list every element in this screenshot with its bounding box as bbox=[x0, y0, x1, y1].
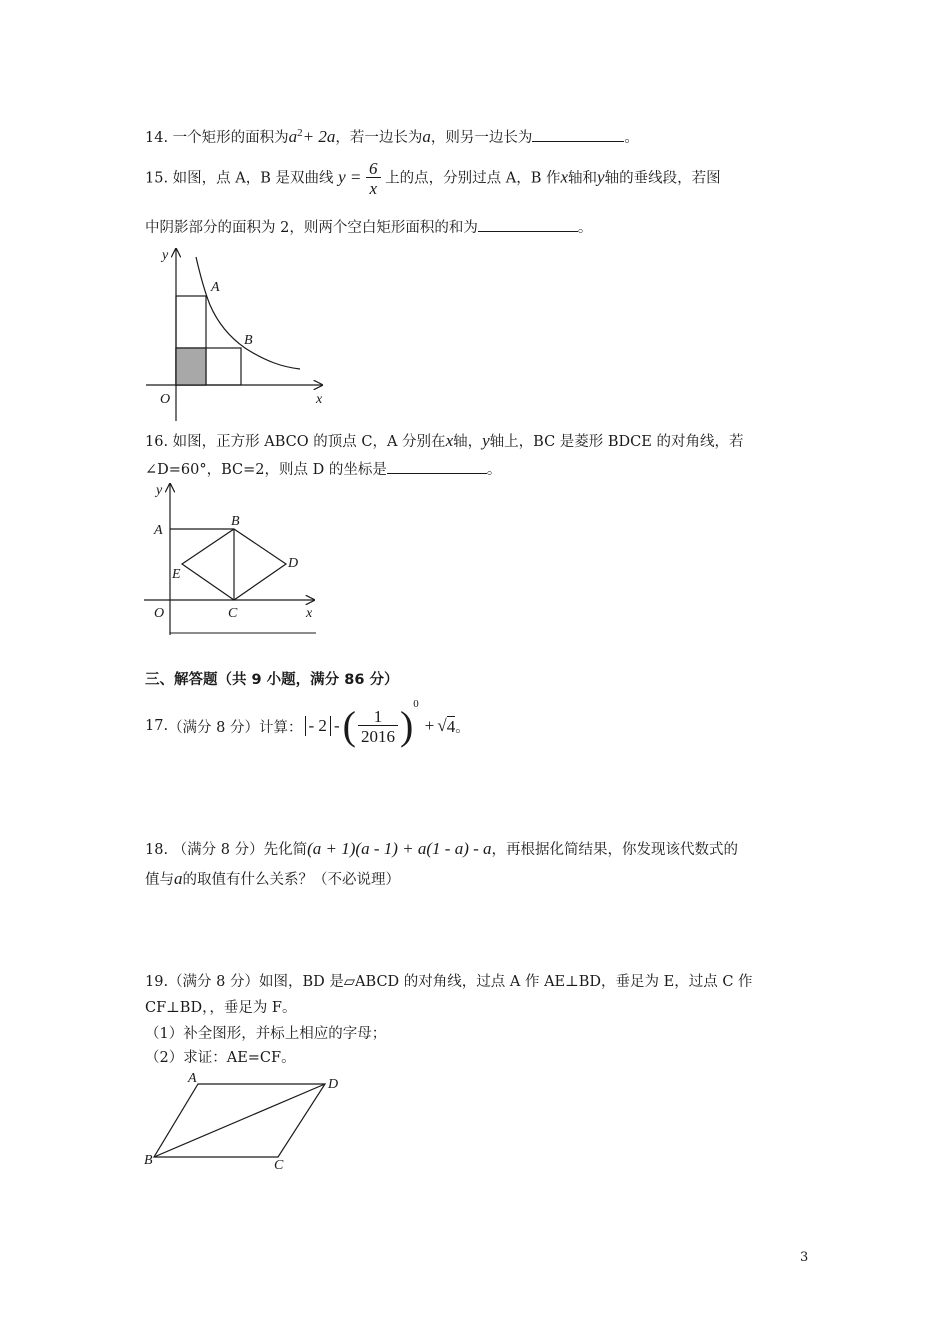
question-14 bbox=[145, 126, 639, 147]
q16-number: 16. bbox=[145, 434, 169, 450]
q15-y-var: y bbox=[597, 167, 605, 187]
question-19-line1 bbox=[145, 970, 753, 991]
q15-eq-fraction bbox=[366, 160, 381, 197]
q17-frac-den: 2016 bbox=[358, 725, 398, 745]
q17-exponent: 0 bbox=[413, 698, 419, 710]
q19-label-d: D bbox=[328, 1077, 339, 1092]
q15-text1: 如图，点 A，B 是双曲线 bbox=[172, 170, 334, 187]
q19-number: 19. bbox=[145, 974, 169, 990]
q17-minus: - bbox=[333, 716, 340, 735]
question-16-line2 bbox=[145, 458, 501, 479]
q14-math-area-sup: 2 bbox=[297, 127, 303, 140]
q16-x-var: x bbox=[445, 431, 454, 450]
q15-label-o: O bbox=[160, 392, 171, 407]
question-18-line1 bbox=[145, 838, 738, 859]
q16-label-c: C bbox=[228, 606, 238, 621]
q19-sub1: （1）补全图形，并标上相应的字母； bbox=[145, 1026, 387, 1042]
q16-text3: 轴上，BC 是菱形 BDCE 的对角线，若 bbox=[489, 434, 744, 450]
question-18-line2 bbox=[145, 868, 400, 889]
page-number: 3 bbox=[800, 1250, 809, 1265]
q15-end: 。 bbox=[577, 220, 593, 236]
q14-text-before: 一个矩形的面积为 bbox=[172, 130, 289, 146]
q14-answer-blank[interactable] bbox=[532, 127, 624, 142]
q19-sub2: （2）求证：AE=CF。 bbox=[145, 1050, 296, 1066]
q16-label-x: x bbox=[306, 606, 313, 621]
q16-label-e: E bbox=[172, 567, 181, 582]
q18-number: 18. bbox=[145, 842, 169, 858]
section-3-heading: 三、解答题（共 9 小题，满分 86 分） bbox=[145, 672, 399, 688]
q17-plus: + bbox=[424, 716, 435, 735]
q16-figure bbox=[140, 480, 340, 640]
q15-eq-num: 6 bbox=[369, 159, 378, 178]
question-16-line1 bbox=[145, 430, 743, 451]
q17-abs-expr: - 2 bbox=[305, 716, 331, 736]
q14-math-area-a: a bbox=[288, 127, 298, 146]
q16-y-var: y bbox=[482, 431, 490, 450]
q16-line2: ∠D=60°，BC=2，则点 D 的坐标是 bbox=[145, 462, 387, 478]
q15-text4: 轴的垂线段，若图 bbox=[604, 170, 721, 187]
q15-x-var: x bbox=[560, 167, 569, 187]
q15-label-b: B bbox=[244, 333, 253, 348]
q16-label-d: D bbox=[288, 556, 299, 571]
q16-text2: 轴， bbox=[453, 434, 483, 450]
q17-sqrt-arg: 4 bbox=[446, 716, 456, 736]
question-15-line1 bbox=[145, 160, 721, 197]
q18-line2-post: 的取值有什么关系？（不必说理） bbox=[182, 872, 400, 888]
q16-label-o: O bbox=[154, 606, 165, 621]
q19-diagonal-bd bbox=[154, 1084, 325, 1157]
q14-end: 。 bbox=[624, 130, 639, 146]
question-15-line2 bbox=[145, 216, 592, 237]
q14-math-side: a bbox=[422, 127, 431, 146]
q15-label-y: y bbox=[162, 248, 169, 263]
q17-frac-num: 1 bbox=[373, 706, 383, 726]
q19-figure bbox=[140, 1068, 350, 1178]
q15-eq-den: x bbox=[366, 177, 381, 197]
q17-sqrt-sign: √ bbox=[437, 716, 447, 735]
q16-answer-blank[interactable] bbox=[387, 459, 487, 474]
q18-text1: （满分 8 分）先化简 bbox=[172, 842, 308, 858]
q18-expr: (a + 1)(a - 1) + a(1 - a) - a bbox=[307, 839, 492, 858]
q19-label-b: B bbox=[144, 1153, 153, 1168]
q17-paren-left: ( bbox=[342, 703, 356, 748]
q19-label-a: A bbox=[188, 1071, 197, 1086]
q14-text-after: ，则另一边长为 bbox=[430, 130, 533, 146]
q18-a-var: a bbox=[174, 869, 183, 888]
q17-end: 。 bbox=[455, 719, 470, 736]
q15-figure bbox=[140, 243, 340, 423]
q16-label-y: y bbox=[156, 483, 163, 498]
q19-label-c: C bbox=[274, 1158, 284, 1173]
q17-text: （满分 8 分）计算： bbox=[168, 719, 303, 736]
q15-text2: 上的点，分别过点 A，B 作 bbox=[385, 170, 561, 187]
q15-label-x: x bbox=[316, 392, 323, 407]
q14-number: 14. bbox=[145, 130, 169, 146]
q15-shaded-rect bbox=[176, 348, 206, 385]
q18-text2: ，再根据化简结果，你发现该代数式的 bbox=[491, 842, 739, 858]
q15-number: 15. bbox=[145, 170, 169, 187]
q17-fraction bbox=[358, 708, 398, 745]
q14-text-mid: ，若一边长为 bbox=[335, 130, 423, 146]
q15-line2: 中阴影部分的面积为 2，则两个空白矩形面积的和为 bbox=[145, 220, 478, 236]
q19-line1: （满分 8 分）如图，BD 是▱ABCD 的对角线，过点 A 作 AE⊥BD，垂足为 E，过点 C 作 bbox=[168, 974, 753, 990]
q14-math-area-rest: + 2a bbox=[302, 127, 336, 146]
q18-line2-pre: 值与 bbox=[145, 872, 174, 888]
q17-number: 17. bbox=[145, 718, 169, 734]
q16-label-b: B bbox=[231, 514, 240, 529]
q16-text1: 如图，正方形 ABCO 的顶点 C，A 分别在 bbox=[172, 434, 446, 450]
q15-text3: 轴和 bbox=[568, 170, 598, 187]
q15-hyperbola-curve bbox=[196, 257, 300, 369]
q15-answer-blank[interactable] bbox=[478, 217, 578, 232]
q17-paren-right: ) bbox=[399, 703, 414, 748]
q16-end: 。 bbox=[486, 462, 502, 478]
question-17 bbox=[145, 700, 470, 752]
q15-eq-lhs: y = bbox=[338, 167, 362, 187]
q16-label-a: A bbox=[154, 523, 163, 538]
q19-line2: CF⊥BD，，垂足为 F。 bbox=[145, 1000, 297, 1016]
q15-label-a: A bbox=[211, 280, 220, 295]
